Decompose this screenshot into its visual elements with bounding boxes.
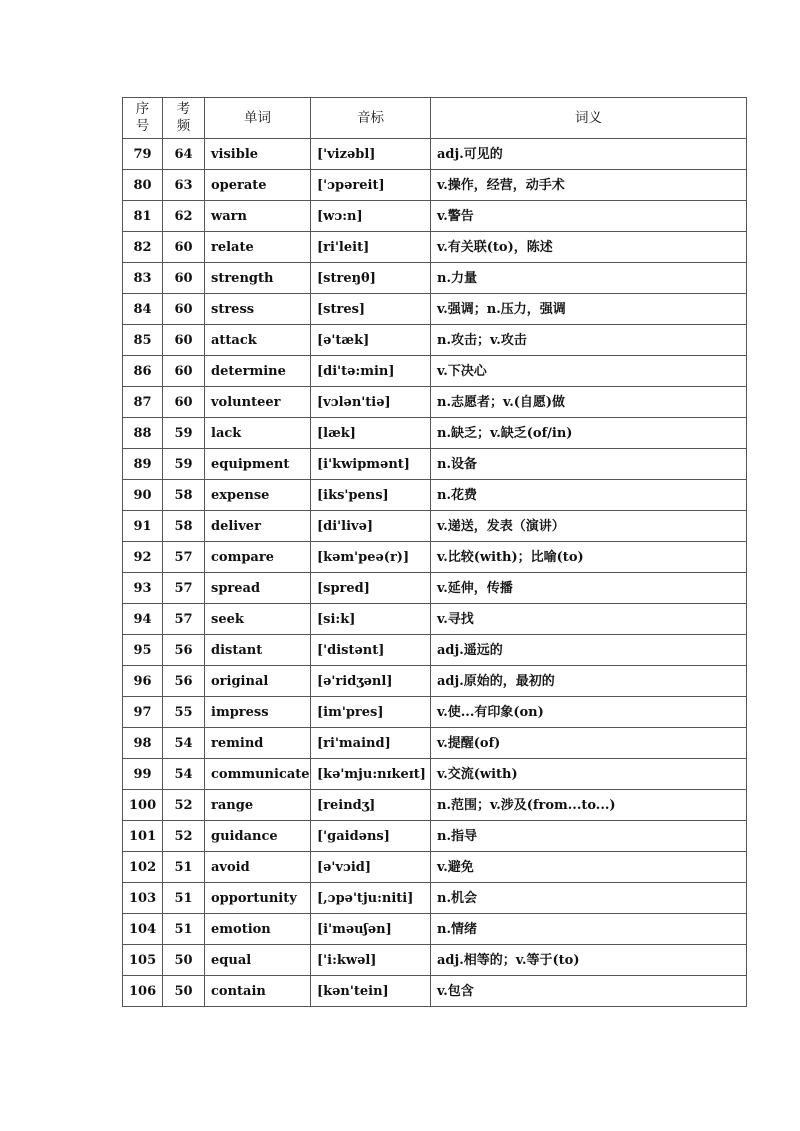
row-phonetic: [spred] xyxy=(311,573,431,604)
row-word: avoid xyxy=(205,852,311,883)
row-phonetic: ['gaidəns] xyxy=(311,821,431,852)
row-meaning: n.花费 xyxy=(431,480,747,511)
table-row xyxy=(123,418,747,449)
row-phonetic: [ri'leit] xyxy=(311,232,431,263)
row-number: 96 xyxy=(123,666,163,697)
row-word: emotion xyxy=(205,914,311,945)
row-word: communicate xyxy=(205,759,311,790)
row-number: 99 xyxy=(123,759,163,790)
table-row xyxy=(123,945,747,976)
row-frequency: 59 xyxy=(163,449,205,480)
row-frequency: 56 xyxy=(163,666,205,697)
row-meaning: n.力量 xyxy=(431,263,747,294)
row-word: relate xyxy=(205,232,311,263)
table-row xyxy=(123,511,747,542)
header-row xyxy=(123,98,747,139)
row-meaning: adj.原始的，最初的 xyxy=(431,666,747,697)
row-frequency: 63 xyxy=(163,170,205,201)
header-frequency-line1: 考 xyxy=(176,101,191,117)
row-frequency: 52 xyxy=(163,790,205,821)
row-number: 98 xyxy=(123,728,163,759)
table-row xyxy=(123,294,747,325)
row-frequency: 51 xyxy=(163,852,205,883)
row-phonetic: [i'məuʃən] xyxy=(311,914,431,945)
table-row xyxy=(123,635,747,666)
row-word: seek xyxy=(205,604,311,635)
row-frequency: 57 xyxy=(163,604,205,635)
row-phonetic: [ri'maind] xyxy=(311,728,431,759)
row-meaning: v.使...有印象(on) xyxy=(431,697,747,728)
table-row xyxy=(123,170,747,201)
row-phonetic: [vɔlən'tiə] xyxy=(311,387,431,418)
row-frequency: 51 xyxy=(163,914,205,945)
row-word: impress xyxy=(205,697,311,728)
row-frequency: 59 xyxy=(163,418,205,449)
table-row xyxy=(123,883,747,914)
row-word: lack xyxy=(205,418,311,449)
table-row xyxy=(123,666,747,697)
row-word: opportunity xyxy=(205,883,311,914)
header-frequency xyxy=(163,98,205,139)
row-frequency: 58 xyxy=(163,480,205,511)
row-meaning: v.提醒(of) xyxy=(431,728,747,759)
row-phonetic: [læk] xyxy=(311,418,431,449)
row-meaning: n.范围；v.涉及(from...to...) xyxy=(431,790,747,821)
table-row xyxy=(123,139,747,170)
row-word: deliver xyxy=(205,511,311,542)
table-row xyxy=(123,387,747,418)
row-number: 103 xyxy=(123,883,163,914)
row-meaning: adj.遥远的 xyxy=(431,635,747,666)
table-row xyxy=(123,232,747,263)
row-meaning: n.机会 xyxy=(431,883,747,914)
table-row xyxy=(123,480,747,511)
row-phonetic: [wɔ:n] xyxy=(311,201,431,232)
table-row xyxy=(123,573,747,604)
row-word: expense xyxy=(205,480,311,511)
row-word: determine xyxy=(205,356,311,387)
row-phonetic: [ə'ridʒənl] xyxy=(311,666,431,697)
row-word: operate xyxy=(205,170,311,201)
row-frequency: 57 xyxy=(163,573,205,604)
table-row xyxy=(123,449,747,480)
row-meaning: n.情绪 xyxy=(431,914,747,945)
table-row xyxy=(123,914,747,945)
row-phonetic: [di'tə:min] xyxy=(311,356,431,387)
row-number: 105 xyxy=(123,945,163,976)
row-number: 82 xyxy=(123,232,163,263)
row-phonetic: [kən'tein] xyxy=(311,976,431,1007)
row-frequency: 50 xyxy=(163,976,205,1007)
row-phonetic: [,ɔpə'tju:niti] xyxy=(311,883,431,914)
row-frequency: 60 xyxy=(163,263,205,294)
row-word: equipment xyxy=(205,449,311,480)
row-number: 86 xyxy=(123,356,163,387)
row-phonetic: ['distənt] xyxy=(311,635,431,666)
row-frequency: 60 xyxy=(163,325,205,356)
header-number xyxy=(123,98,163,139)
row-word: attack xyxy=(205,325,311,356)
row-word: volunteer xyxy=(205,387,311,418)
row-number: 102 xyxy=(123,852,163,883)
row-word: warn xyxy=(205,201,311,232)
row-meaning: v.递送，发表（演讲） xyxy=(431,511,747,542)
row-word: visible xyxy=(205,139,311,170)
row-frequency: 64 xyxy=(163,139,205,170)
row-meaning: v.比较(with)；比喻(to) xyxy=(431,542,747,573)
row-meaning: n.缺乏；v.缺乏(of/in) xyxy=(431,418,747,449)
row-number: 100 xyxy=(123,790,163,821)
row-number: 90 xyxy=(123,480,163,511)
row-phonetic: [ə'tæk] xyxy=(311,325,431,356)
header-frequency-line2: 频 xyxy=(176,118,191,134)
table-row xyxy=(123,201,747,232)
row-phonetic: [im'pres] xyxy=(311,697,431,728)
table-body xyxy=(123,139,747,1007)
row-meaning: v.下决心 xyxy=(431,356,747,387)
row-number: 87 xyxy=(123,387,163,418)
row-frequency: 60 xyxy=(163,387,205,418)
row-number: 97 xyxy=(123,697,163,728)
row-meaning: n.设备 xyxy=(431,449,747,480)
table-row xyxy=(123,542,747,573)
header-phonetic: 音标 xyxy=(311,98,431,139)
table-row xyxy=(123,976,747,1007)
row-frequency: 55 xyxy=(163,697,205,728)
row-number: 104 xyxy=(123,914,163,945)
row-word: distant xyxy=(205,635,311,666)
row-frequency: 57 xyxy=(163,542,205,573)
row-number: 89 xyxy=(123,449,163,480)
row-frequency: 60 xyxy=(163,356,205,387)
row-frequency: 58 xyxy=(163,511,205,542)
table-header xyxy=(123,98,747,139)
table-row xyxy=(123,263,747,294)
row-word: remind xyxy=(205,728,311,759)
row-number: 80 xyxy=(123,170,163,201)
row-meaning: v.警告 xyxy=(431,201,747,232)
row-number: 94 xyxy=(123,604,163,635)
row-phonetic: [stres] xyxy=(311,294,431,325)
row-number: 101 xyxy=(123,821,163,852)
row-word: contain xyxy=(205,976,311,1007)
row-word: strength xyxy=(205,263,311,294)
header-number-line2: 号 xyxy=(135,118,150,134)
row-meaning: v.寻找 xyxy=(431,604,747,635)
row-number: 79 xyxy=(123,139,163,170)
table-row xyxy=(123,759,747,790)
row-word: range xyxy=(205,790,311,821)
row-phonetic: [kə'mju:nɪkeɪt] xyxy=(311,759,431,790)
row-number: 88 xyxy=(123,418,163,449)
table-row xyxy=(123,697,747,728)
row-phonetic: [si:k] xyxy=(311,604,431,635)
row-number: 84 xyxy=(123,294,163,325)
row-phonetic: [iks'pens] xyxy=(311,480,431,511)
row-phonetic: ['i:kwəl] xyxy=(311,945,431,976)
table-row xyxy=(123,325,747,356)
table-row xyxy=(123,821,747,852)
row-meaning: v.有关联(to)，陈述 xyxy=(431,232,747,263)
row-meaning: n.攻击；v.攻击 xyxy=(431,325,747,356)
table-row xyxy=(123,356,747,387)
row-word: guidance xyxy=(205,821,311,852)
row-meaning: n.志愿者；v.(自愿)做 xyxy=(431,387,747,418)
row-word: compare xyxy=(205,542,311,573)
table-row xyxy=(123,852,747,883)
row-meaning: v.避免 xyxy=(431,852,747,883)
table-row xyxy=(123,790,747,821)
row-frequency: 60 xyxy=(163,294,205,325)
row-phonetic: [streŋθ] xyxy=(311,263,431,294)
row-meaning: v.交流(with) xyxy=(431,759,747,790)
row-frequency: 50 xyxy=(163,945,205,976)
table-row xyxy=(123,604,747,635)
row-phonetic: ['vizəbl] xyxy=(311,139,431,170)
row-meaning: adj.相等的；v.等于(to) xyxy=(431,945,747,976)
row-phonetic: [di'livə] xyxy=(311,511,431,542)
row-number: 91 xyxy=(123,511,163,542)
row-word: original xyxy=(205,666,311,697)
row-frequency: 60 xyxy=(163,232,205,263)
row-number: 83 xyxy=(123,263,163,294)
table-row xyxy=(123,728,747,759)
row-meaning: v.包含 xyxy=(431,976,747,1007)
row-frequency: 51 xyxy=(163,883,205,914)
row-phonetic: ['ɔpəreit] xyxy=(311,170,431,201)
header-number-line1: 序 xyxy=(135,101,150,117)
row-number: 95 xyxy=(123,635,163,666)
row-phonetic: [kəm'peə(r)] xyxy=(311,542,431,573)
header-meaning: 词义 xyxy=(431,98,747,139)
row-phonetic: [ə'vɔid] xyxy=(311,852,431,883)
row-frequency: 56 xyxy=(163,635,205,666)
row-word: spread xyxy=(205,573,311,604)
row-meaning: v.操作，经营，动手术 xyxy=(431,170,747,201)
row-frequency: 54 xyxy=(163,759,205,790)
header-word: 单词 xyxy=(205,98,311,139)
row-number: 85 xyxy=(123,325,163,356)
row-meaning: v.强调；n.压力，强调 xyxy=(431,294,747,325)
row-word: equal xyxy=(205,945,311,976)
row-phonetic: [reindʒ] xyxy=(311,790,431,821)
row-number: 106 xyxy=(123,976,163,1007)
row-frequency: 62 xyxy=(163,201,205,232)
row-number: 81 xyxy=(123,201,163,232)
row-phonetic: [i'kwipmənt] xyxy=(311,449,431,480)
row-frequency: 54 xyxy=(163,728,205,759)
row-word: stress xyxy=(205,294,311,325)
row-number: 92 xyxy=(123,542,163,573)
row-number: 93 xyxy=(123,573,163,604)
row-meaning: adj.可见的 xyxy=(431,139,747,170)
row-meaning: n.指导 xyxy=(431,821,747,852)
vocabulary-table xyxy=(122,97,747,1007)
row-frequency: 52 xyxy=(163,821,205,852)
row-meaning: v.延伸，传播 xyxy=(431,573,747,604)
